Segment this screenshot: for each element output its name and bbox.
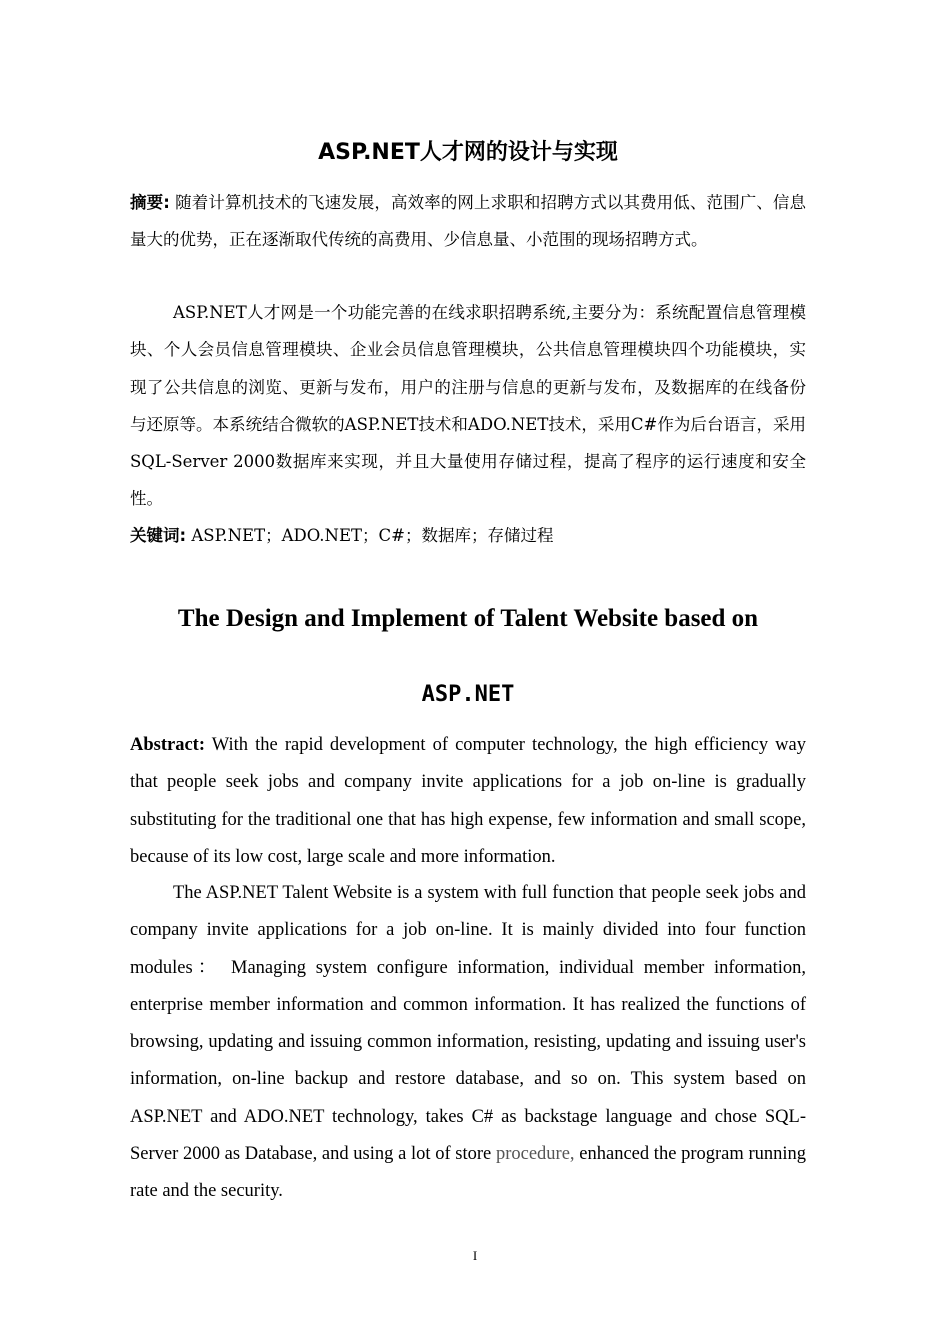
english-title-line-1: The Design and Implement of Talent Website based on bbox=[177, 605, 759, 632]
page-number: I bbox=[472, 1248, 478, 1263]
english-title-line-2: ASP.NET bbox=[421, 682, 515, 707]
english-abstract-label: Abstract: bbox=[130, 735, 206, 755]
english-abstract-paragraph-1 bbox=[130, 727, 806, 876]
chinese-keywords-text: ASP.NET；ADO.NET；C#；数据库；存储过程 bbox=[191, 526, 554, 545]
chinese-keywords bbox=[130, 517, 806, 554]
chinese-title: ASP.NET人才网的设计与实现 bbox=[318, 140, 618, 165]
chinese-abstract-label: 摘要: bbox=[130, 193, 170, 212]
english-abstract-text-2-gray: procedure, bbox=[495, 1144, 575, 1165]
english-abstract-text-1: With the rapid development of computer technology, the high efficiency way that people seek jobs and company invite applications for a job on-line is gradually substituting for the traditional one that has high expense, few information and small scope, because of its low cost, large scale and more information. bbox=[130, 735, 806, 867]
english-abstract-paragraph-2 bbox=[130, 875, 806, 1211]
chinese-abstract-paragraph-1 bbox=[130, 184, 806, 259]
english-abstract-text-2b: enhanced the program running rate and the security. bbox=[130, 1144, 807, 1202]
chinese-abstract-paragraph-2: ASP.NET人才网是一个功能完善的在线求职招聘系统,主要分为：系统配置信息管理模块、个人会员信息管理模块、企业会员信息管理模块，公共信息管理模块四个功能模块，实现了公共信息的浏览、更新与发布，用户的注册与信息的更新与发布，及数据库的在线备份与还原等。本系统结合微软的ASP.NET技术和ADO.NET技术，采用C#作为后台语言，采用SQL-Server 2000数据库来实现，并且大量使用存储过程，提高了程序的运行速度和安全性。 bbox=[130, 303, 806, 509]
chinese-keywords-label: 关键词: bbox=[130, 526, 187, 545]
chinese-abstract-text-1: 随着计算机技术的飞速发展，高效率的网上求职和招聘方式以其费用低、范围广、信息量大的优势，正在逐渐取代传统的高费用、少信息量、小范围的现场招聘方式。 bbox=[130, 193, 807, 250]
english-abstract-text-2a: The ASP.NET Talent Website is a system with full function that people seek jobs and company invite applications for a job on-line. It is mainly divided into four function modules： Managing system configure information, individual member information, enterprise member information and common information. It has realized the functions of browsing, updating and issuing common information, resisting, updating and issuing user's information, on-line backup and restore database, and so on. This system based on ASP.NET and ADO.NET technology, takes C# as backstage language and chose SQL-Server 2000 as Database, and using a lot of store bbox=[130, 883, 806, 1165]
